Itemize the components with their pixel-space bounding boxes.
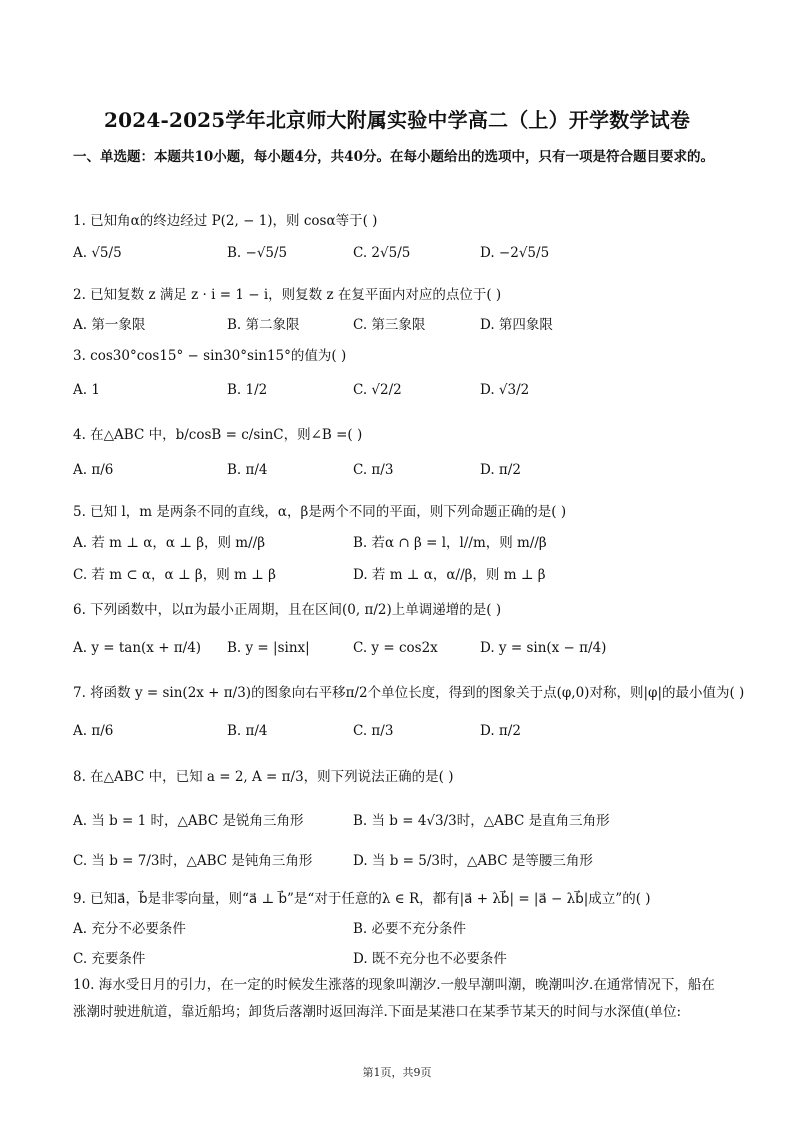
q6-option-b: B. y = |sinx| — [227, 640, 310, 656]
q8-option-c: C. 当 b = 7/3时，△ABC 是钝角三角形 — [73, 853, 313, 869]
q1-option-c: C. 2√5/5 — [353, 245, 411, 261]
q7-option-d: D. π/2 — [480, 723, 521, 739]
q8-option-a: A. 当 b = 1 时，△ABC 是锐角三角形 — [73, 813, 304, 829]
question-7: 7. 将函数 y = sin(2x + π/3)的图象向右平移π/2个单位长度，得到的图象关于点(φ,0)对称，则|φ|的最小值为( ) — [73, 685, 745, 701]
question-6: 6. 下列函数中，以π为最小正周期，且在区间(0, π/2)上单调递增的是( ) — [73, 602, 502, 618]
q1-option-a: A. √5/5 — [73, 245, 122, 261]
question-9: 9. 已知a⃗，b⃗是非零向量，则“a⃗ ⊥ b⃗”是“对于任意的λ ∈ R，都有|a⃗ + λb⃗| = |a⃗ − λb⃗|成立”的( ) — [73, 891, 651, 907]
q1-option-b: B. −√5/5 — [227, 245, 288, 261]
q5-option-b: B. 若α ∩ β = l，l//m，则 m//β — [353, 535, 547, 551]
q5-option-d: D. 若 m ⊥ α，α//β，则 m ⊥ β — [353, 567, 546, 583]
question-3: 3. cos30°cos15° − sin30°sin15°的值为( ) — [73, 348, 347, 364]
q4-option-b: B. π/4 — [227, 462, 268, 478]
q2-option-d: D. 第四象限 — [480, 317, 553, 333]
q8-option-b: B. 当 b = 4√3/3时，△ABC 是直角三角形 — [353, 813, 610, 829]
q4-option-d: D. π/2 — [480, 462, 521, 478]
question-4: 4. 在△ABC 中，b/cosB = c/sinC，则∠B =( ) — [73, 427, 363, 443]
q2-option-c: C. 第三象限 — [353, 317, 426, 333]
q7-option-c: C. π/3 — [353, 723, 394, 739]
q7-option-b: B. π/4 — [227, 723, 268, 739]
q2-option-a: A. 第一象限 — [73, 317, 146, 333]
q9-option-b: B. 必要不充分条件 — [353, 921, 467, 937]
q6-option-d: D. y = sin(x − π/4) — [480, 640, 607, 656]
q5-option-a: A. 若 m ⊥ α，α ⊥ β，则 m//β — [73, 535, 266, 551]
page-footer: 第1页，共9页 — [362, 1066, 432, 1079]
q3-option-c: C. √2/2 — [353, 382, 402, 398]
q3-option-d: D. √3/2 — [480, 382, 530, 398]
q4-option-a: A. π/6 — [73, 462, 114, 478]
page-title: 2024-2025学年北京师大附属实验中学高二（上）开学数学试卷 — [103, 108, 691, 132]
q9-option-c: C. 充要条件 — [73, 951, 146, 967]
q3-option-b: B. 1/2 — [227, 382, 268, 398]
question-8: 8. 在△ABC 中，已知 a = 2, A = π/3，则下列说法正确的是( ) — [73, 769, 454, 785]
q6-option-a: A. y = tan(x + π/4) — [73, 640, 202, 656]
q6-option-c: C. y = cos2x — [353, 640, 438, 656]
question-10: 10. 海水受日月的引力，在一定的时候发生涨落的现象叫潮汐.一般早潮叫潮，晚潮叫汐.在通常情况下，船在涨潮时驶进航道，靠近船坞；卸货后落潮时返回海洋.下面是某港口在某季节某天的时间与水深值(单位: — [73, 977, 715, 1020]
section-heading: 一、单选题：本题共10小题，每小题4分，共40分。在每小题给出的选项中，只有一项是符合题目要求的。 — [73, 149, 714, 165]
q9-option-a: A. 充分不必要条件 — [73, 921, 186, 937]
q5-option-c: C. 若 m ⊂ α，α ⊥ β，则 m ⊥ β — [73, 567, 276, 583]
question-2: 2. 已知复数 z 满足 z · i = 1 − i，则复数 z 在复平面内对应的点位于( ) — [73, 287, 502, 303]
q1-option-d: D. −2√5/5 — [480, 245, 550, 261]
q8-option-d: D. 当 b = 5/3时，△ABC 是等腰三角形 — [353, 853, 593, 869]
q7-option-a: A. π/6 — [73, 723, 114, 739]
question-1: 1. 已知角α的终边经过 P(2, − 1)，则 cosα等于( ) — [73, 213, 378, 229]
question-5: 5. 已知 l，m 是两条不同的直线，α，β是两个不同的平面，则下列命题正确的是( ) — [73, 504, 567, 520]
q2-option-b: B. 第二象限 — [227, 317, 300, 333]
q3-option-a: A. 1 — [73, 382, 100, 398]
q4-option-c: C. π/3 — [353, 462, 394, 478]
q9-option-d: D. 既不充分也不必要条件 — [353, 951, 507, 967]
